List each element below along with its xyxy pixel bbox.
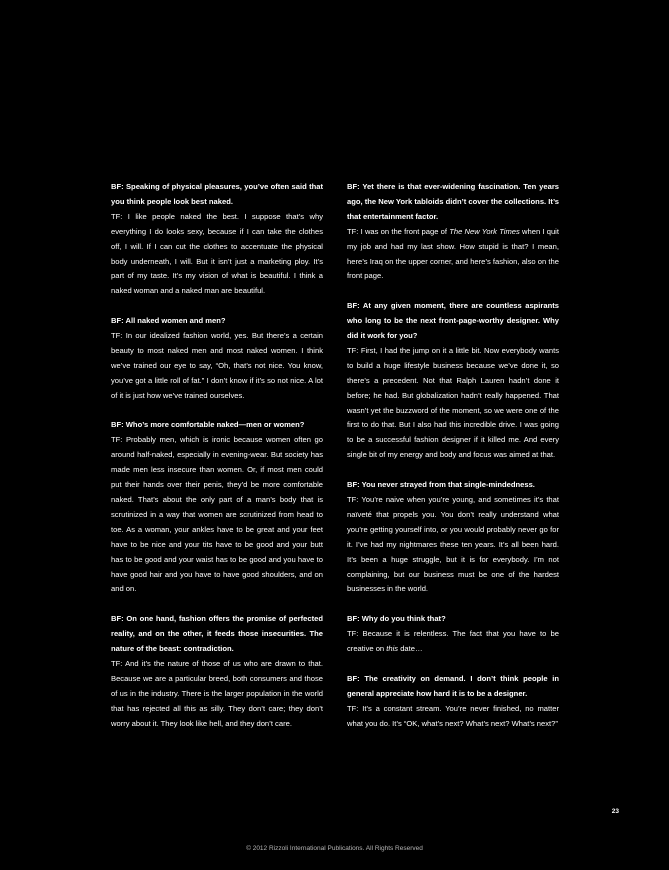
interviewer-question: BF: At any given moment, there are countless aspirants who long to be the next front-page-worthy designer. Why did it work for you?	[347, 301, 559, 341]
qa-block	[347, 612, 559, 657]
emphasis-text: this	[386, 644, 399, 654]
qa-block	[111, 418, 323, 597]
qa-block	[347, 299, 559, 463]
answer-text: date…	[398, 644, 423, 654]
interviewer-question: BF: On one hand, fashion offers the promise of perfected reality, and on the other, it feeds those insecurities. The nature of the beast: contradiction.	[111, 614, 323, 654]
interviewee-answer: TF: I like people naked the best. I suppose that’s why everything I do looks sexy, because if I can take the clothes off, I will. If I can cut the clothes to accentuate the physical body underneath, I will. But it isn’t just a marketing ploy. It’s part of my taste. It’s my vision of what is beautiful. I think a naked woman and a naked man are beautiful.	[111, 211, 323, 296]
right-column	[347, 180, 559, 746]
interviewee-answer: TF: In our idealized fashion world, yes. But there’s a certain beauty to most naked men and most naked women. I think we’ve trained our eye to say, “Oh, that’s not nice. You know, you’ve got a little roll of fat.” I don’t know if it’s so not nice. A lot of it is just how we’ve trained ourselves.	[111, 331, 323, 400]
interviewer-question: BF: You never strayed from that single-mindedness.	[347, 480, 535, 490]
interviewer-question: BF: Yet there is that ever-widening fascination. Ten years ago, the New York tabloids didn’t cover the collections. It’s that entertainment factor.	[347, 182, 559, 221]
page-number: 23	[611, 808, 619, 815]
publication-title: The New York Times	[449, 226, 520, 236]
left-column	[111, 180, 323, 746]
interviewer-question: BF: The creativity on demand. I don’t think people in general appreciate how hard it is to be a designer.	[347, 673, 559, 698]
qa-block	[347, 672, 559, 732]
interviewer-question: BF: Speaking of physical pleasures, you’ve often said that you think people look best naked.	[111, 182, 323, 206]
interviewee-answer	[347, 627, 559, 657]
interviewee-answer: TF: And it’s the nature of those of us who are drawn to that. Because we are a particular breed, both consumers and those of us in the industry. There is the larger population in the world that has rejected all this as silly. They don’t care; they don’t worry about it. They look like hell, and they don’t care.	[111, 658, 323, 728]
qa-block	[111, 180, 323, 299]
interviewer-question: BF: Who’s more comfortable naked—men or women?	[111, 420, 305, 430]
qa-block	[347, 478, 559, 597]
interviewer-question: BF: Why do you think that?	[347, 614, 446, 624]
answer-text: TF: I was on the front page of	[347, 226, 450, 236]
interviewee-answer: TF: First, I had the jump on it a little bit. Now everybody wants to build a huge lifestyle business because we’ve done it, so there’s a precedent. Not that Ralph Lauren hadn’t done it before; he had. But globalization hadn’t really happened. That wasn’t yet the buzzword of the moment, so we were one of the first to do that. But I also had this incredible drive. I was going to be a successful fashion designer if it killed me. And every single bit of my energy and body and focus was aimed at that.	[347, 345, 559, 460]
qa-block	[347, 180, 559, 284]
interviewee-answer: TF: It’s a constant stream. You’re never finished, no matter what you do. It’s “OK, what’s next? What’s next? What’s next?”	[347, 703, 559, 728]
answer-text: when I quit my job and had my last show. How stupid is that? I mean, here’s Iraq on the upper corner, and here’s fashion, also on the front page.	[347, 226, 559, 281]
qa-block	[111, 314, 323, 403]
interviewee-answer: TF: Probably men, which is ironic because women often go around half-naked, especially in evening-wear. But society has made men less insecure than women. Or, if most men could put their hands over their penis, they’d be more comfortable naked. That’s about the only part of a man’s body that is scrutinized in a way that women are scrutinized from head to toe. As a woman, your ankles have to be great and your feet have to be nice and your tits have to be good and your butt has to be good and your waist has to be good and you have to have good hair and you have to have good shoulders, and on and on.	[111, 435, 323, 594]
answer-text: TF: Because it is relentless. The fact that you have to be creative on	[347, 629, 559, 654]
interviewer-question: BF: All naked women and men?	[111, 316, 226, 326]
copyright-notice: © 2012 Rizzoli International Publications. All Rights Reserved	[246, 845, 423, 852]
interviewee-answer	[347, 225, 559, 285]
interviewee-answer: TF: You’re naive when you’re young, and sometimes it’s that naïveté that propels you. You don’t really understand what you’re getting yourself into, or you would probably never go for it. I’ve had my nightmares these ten years. It’s all been hard. It’s been a huge struggle, but it is for everybody. I’m not complaining, but our business must be one of the hardest businesses in the world.	[347, 495, 559, 594]
qa-block	[111, 612, 323, 731]
